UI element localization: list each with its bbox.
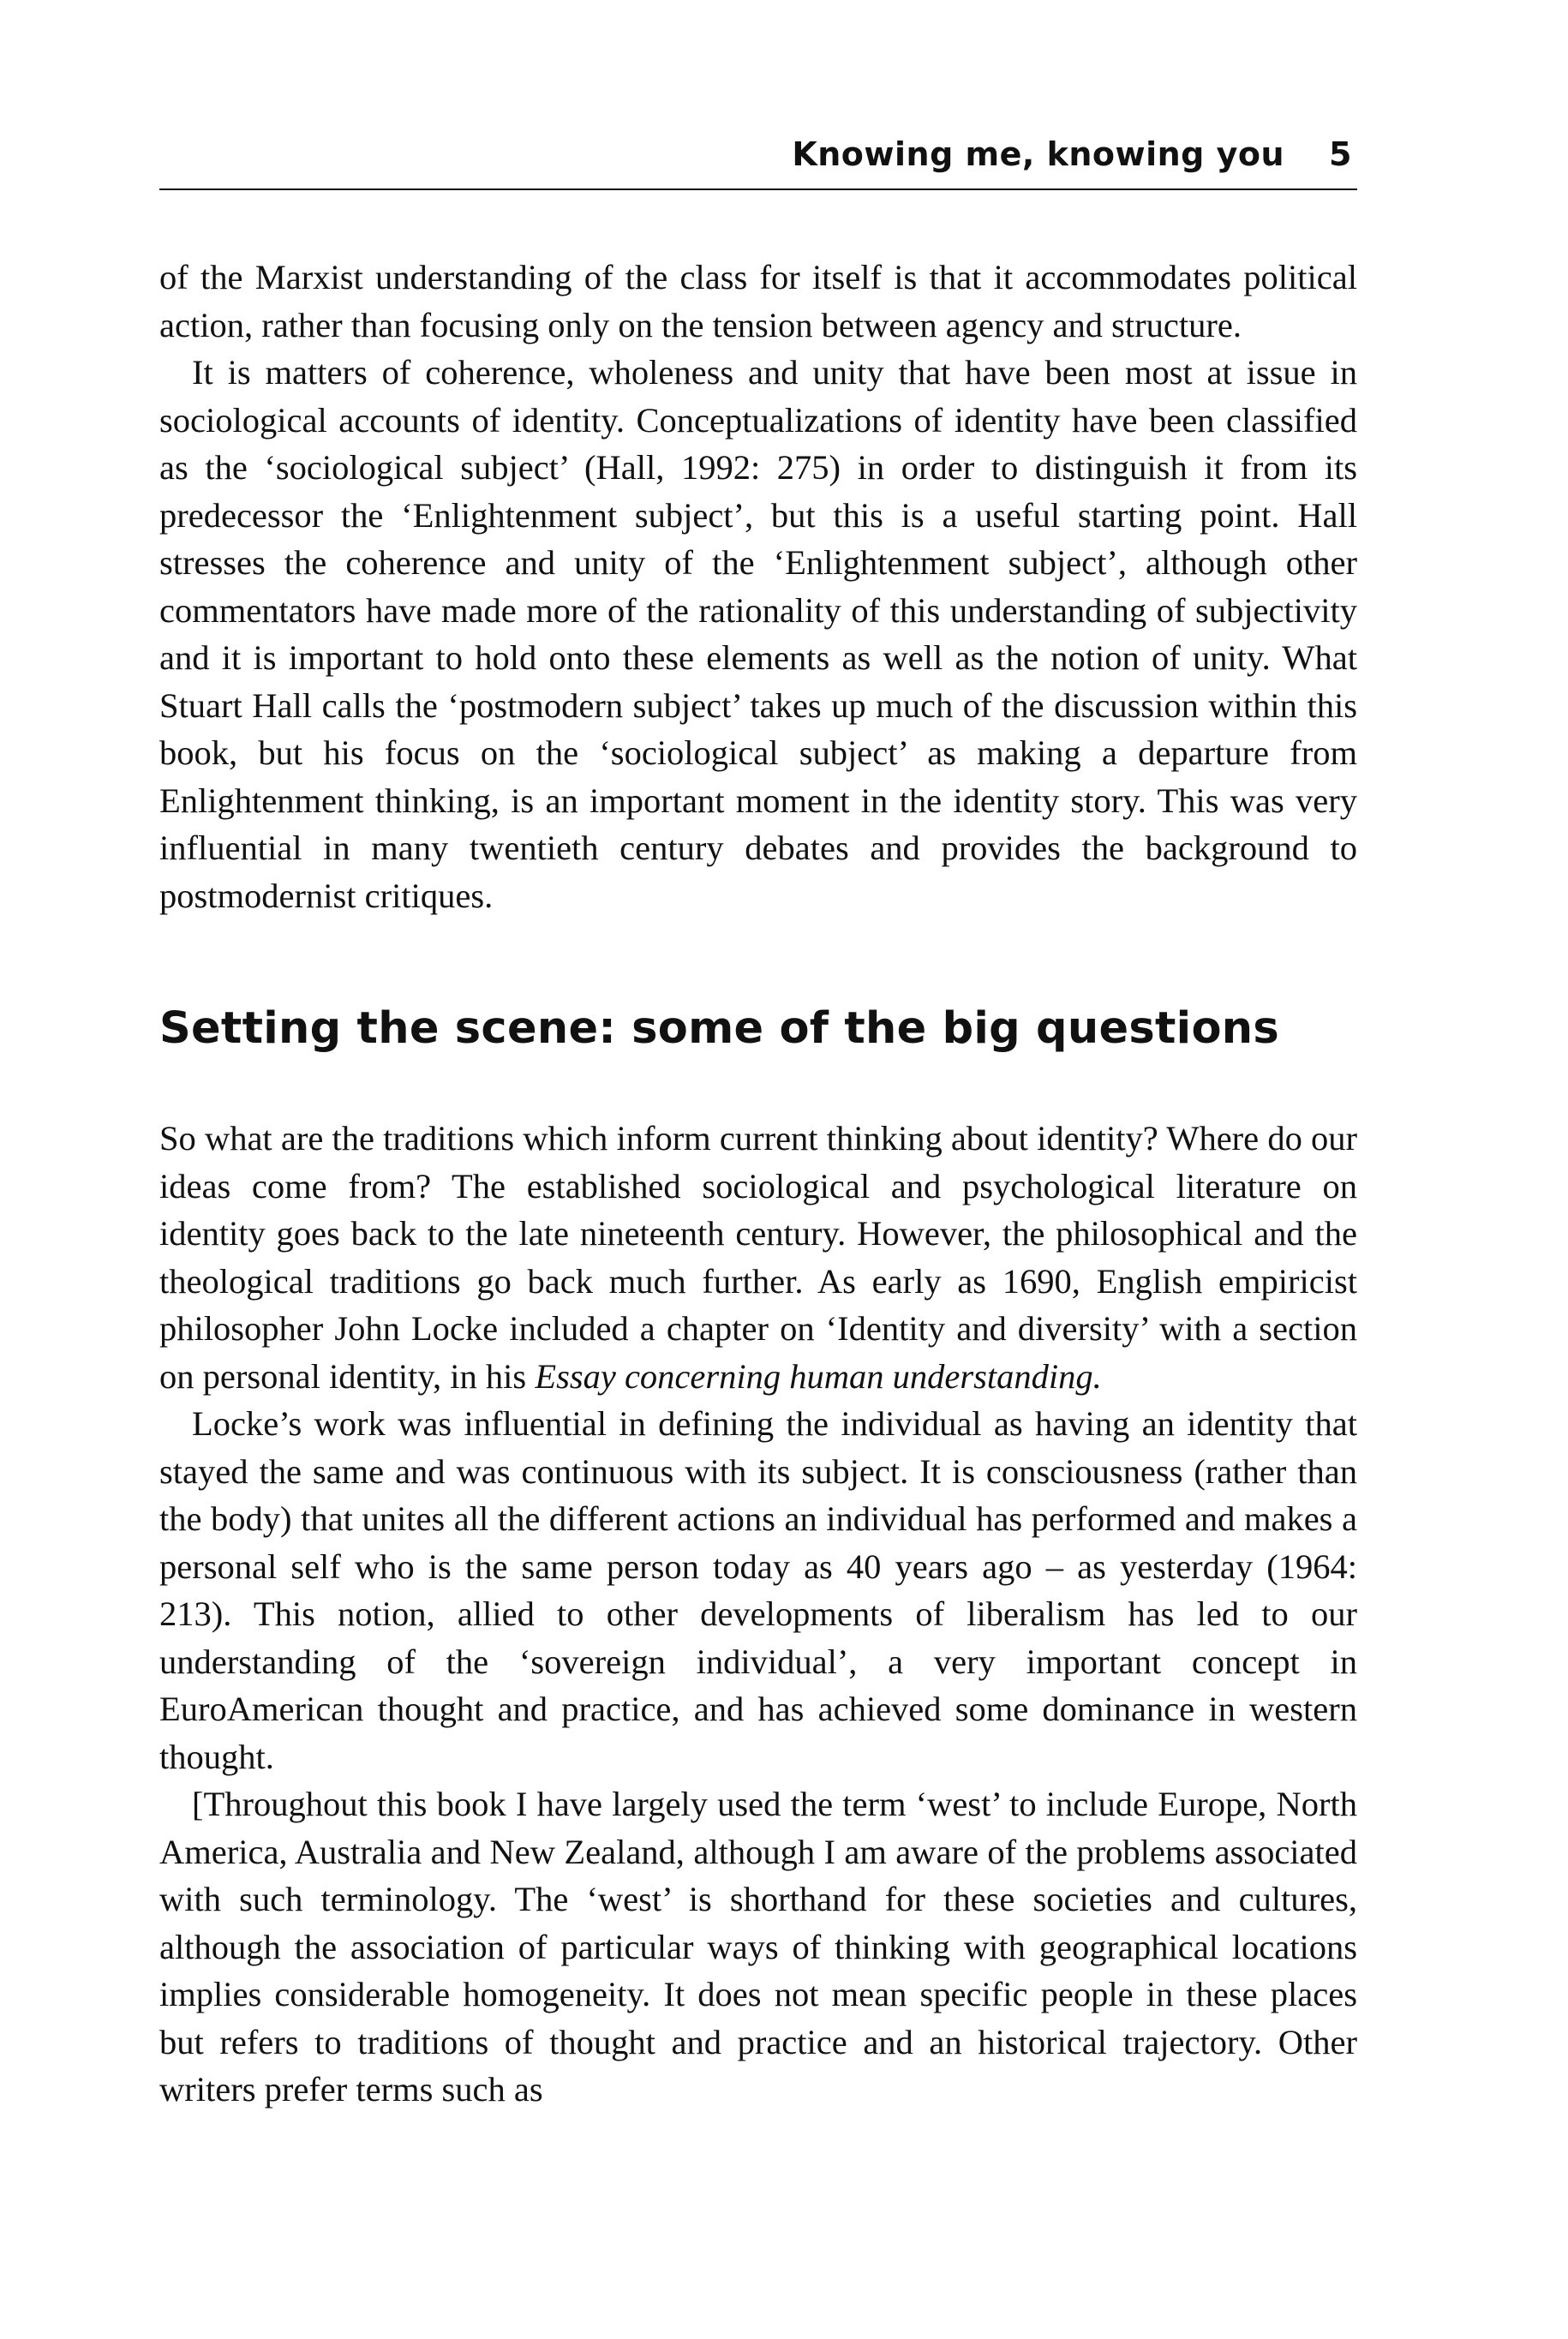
paragraph-continued: of the Marxist understanding of the class for itself is that it accommodates political action, rather than focusing only on the tension between agency and structure. <box>159 258 1357 344</box>
book-title: Essay concerning human understanding. <box>535 1356 1102 1396</box>
running-header <box>159 129 1357 190</box>
body-text <box>159 254 1357 2114</box>
paragraph-locke-intro-text: So what are the traditions which inform current thinking about identity? Where do our ideas come from? The established sociological and psychological literature on identity goes back to the late nineteenth century. However, the philosophical and the theological traditions go back much further. As early as 1690, English empiricist philosopher John Locke included a chapter on ‘Identity and diversity’ with a section on personal identity, in his <box>159 1119 1357 1396</box>
running-header-title: Knowing me, knowing you <box>792 135 1285 173</box>
section-heading: Setting the scene: some of the big questions <box>159 1003 1280 1054</box>
page-number: 5 <box>1329 135 1352 173</box>
paragraph-sociological-subject: It is matters of coherence, wholeness and unity that have been most at issue in sociological accounts of identity. Conceptualizations of identity have been classified as the ‘sociological subject’ (Hall, 1992: 275) in order to distinguish it from its predecessor the ‘Enlightenment subject’, but this is a useful starting point. Hall stresses the coherence and unity of the ‘Enlightenment subject’, although other commentators have made more of the rationality of this understanding of subjectivity and it is important to hold onto these elements as well as the notion of unity. What Stuart Hall calls the ‘postmodern subject’ takes up much of the discussion within this book, but his focus on the ‘sociological subject’ as making a departure from Enlightenment thinking, is an important moment in the identity story. This was very influential in many twentieth century debates and provides the background to postmodernist critiques. <box>159 353 1357 915</box>
paragraph-locke-work: Locke’s work was influential in defining the individual as having an identity that stayed the same and was continuous with its subject. It is consciousness (rather than the body) that unites all the different actions an individual has performed and makes a personal self who is the same person today as 40 years ago – as yesterday (1964: 213). This notion, allied to other developments of liberalism has led to our understanding of the ‘sovereign individual’, a very important concept in EuroAmerican thought and practice, and has achieved some dominance in western thought. <box>159 1404 1357 1776</box>
paragraph-locke-intro <box>159 1115 1357 1400</box>
paragraph-west-terminology: [Throughout this book I have largely used the term ‘west’ to include Europe, North America, Australia and New Zealand, although I am aware of the problems associated with such terminology. The ‘west’ is shorthand for these societies and cultures, although the association of particular ways of thinking with geographical locations implies considerable homogeneity. It does not mean specific people in these places but refers to traditions of thought and practice and an historical trajectory. Other writers prefer terms such as <box>159 1785 1357 2109</box>
